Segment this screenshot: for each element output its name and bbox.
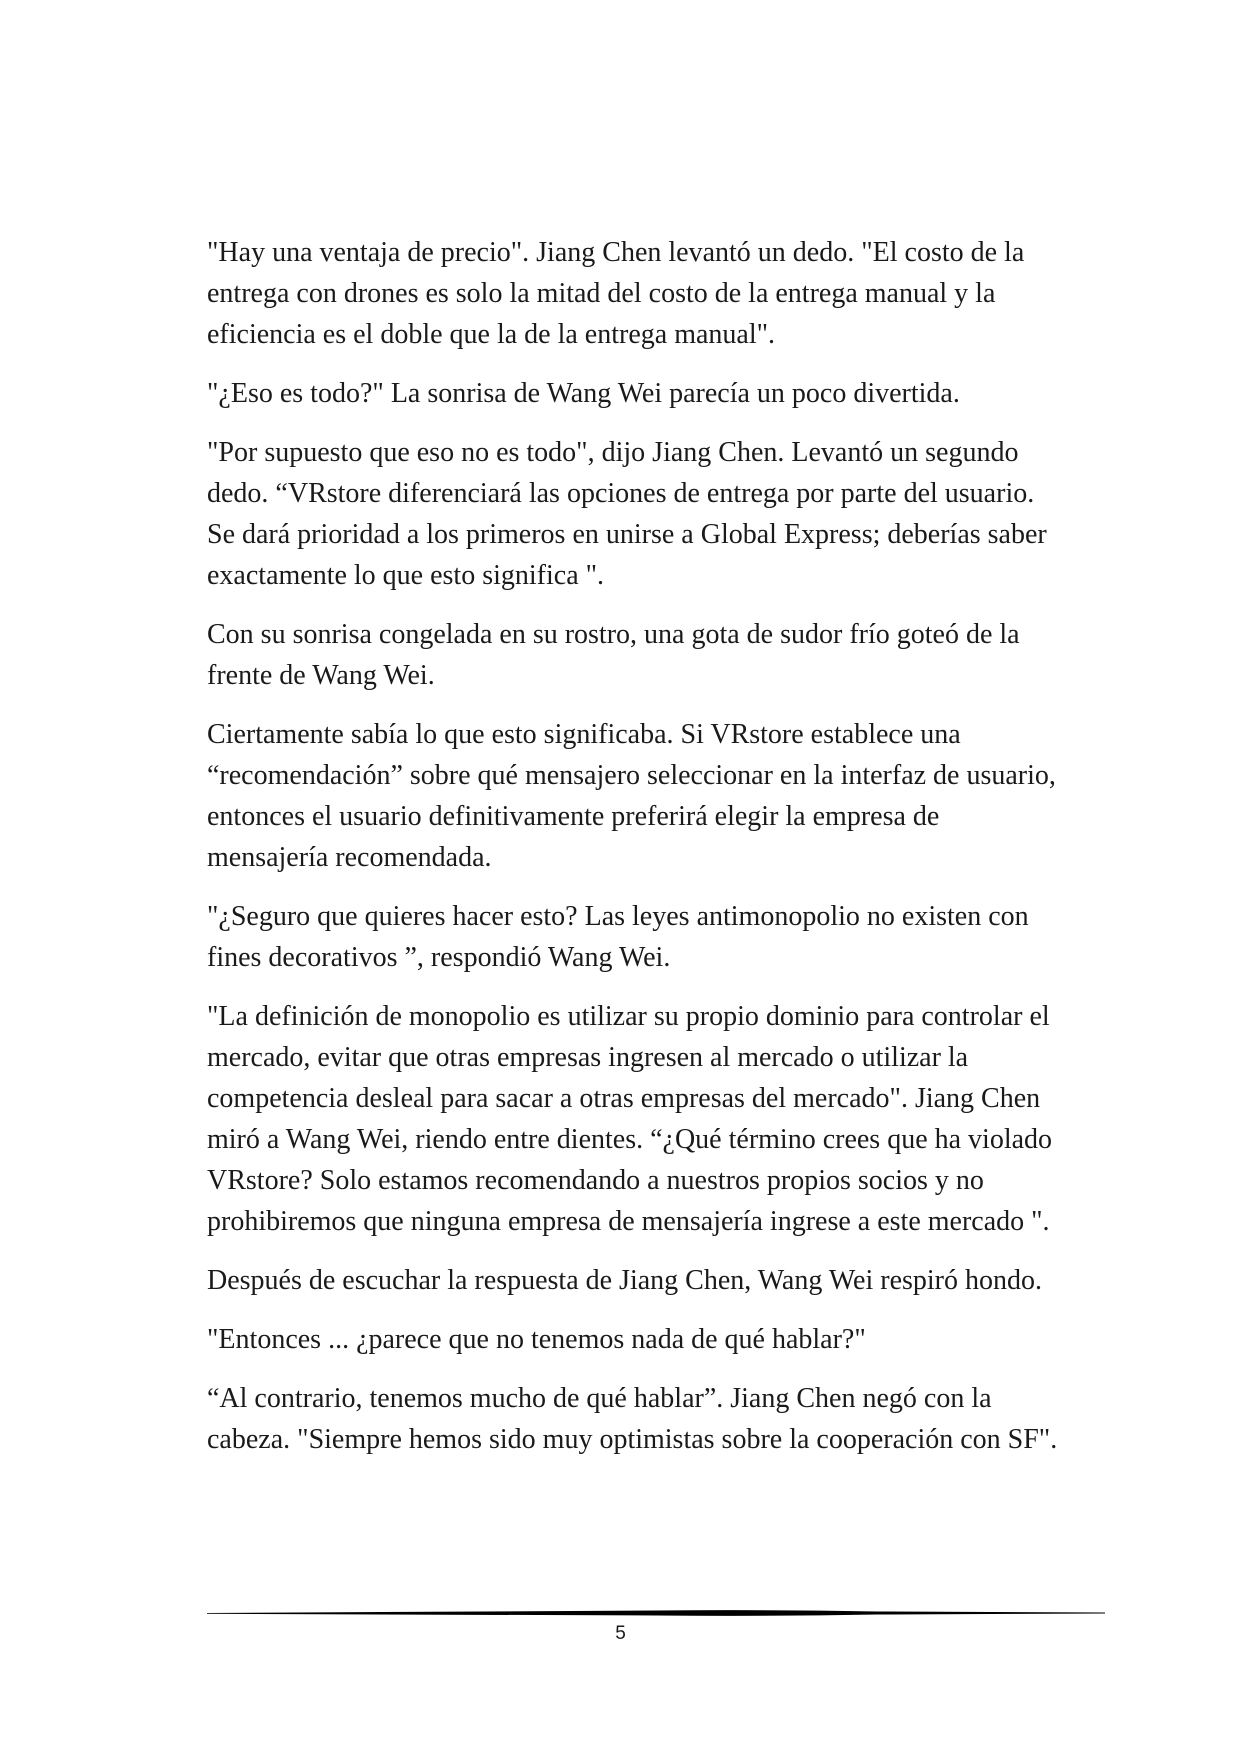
page-number: 5 bbox=[615, 1623, 626, 1644]
paragraph-3: "Por supuesto que eso no es todo", dijo Jiang Chen. Levantó un segundo dedo. “VRstore diferenciará las opciones de entrega por parte del usuario. Se dará prioridad a los primeros en unirse a Global Express; deberías saber exactamente lo que esto significa ". bbox=[207, 437, 1047, 591]
paragraph-4: Con su sonrisa congelada en su rostro, una gota de sudor frío goteó de la frente de Wang Wei. bbox=[207, 619, 1020, 691]
paragraph-10: “Al contrario, tenemos mucho de qué hablar”. Jiang Chen negó con la cabeza. "Siempre hemos sido muy optimistas sobre la cooperación con SF". bbox=[207, 1383, 1058, 1455]
footer-divider-stroke bbox=[207, 1610, 1105, 1616]
paragraph-8: Después de escuchar la respuesta de Jiang Chen, Wang Wei respiró hondo. bbox=[207, 1265, 1042, 1296]
footer-divider bbox=[207, 1607, 1105, 1619]
paragraph-9: "Entonces ... ¿parece que no tenemos nada de qué hablar?" bbox=[207, 1324, 866, 1355]
body-text bbox=[207, 232, 1067, 1478]
paragraph-1: "Hay una ventaja de precio". Jiang Chen levantó un dedo. "El costo de la entrega con drones es solo la mitad del costo de la entrega manual y la eficiencia es el doble que la de la entrega manual". bbox=[207, 237, 1025, 350]
paragraph-5: Ciertamente sabía lo que esto significaba. Si VRstore establece una “recomendación” sobre qué mensajero seleccionar en la interfaz de usuario, entonces el usuario definitivamente preferirá elegir la empresa de mensajería recomendada. bbox=[207, 719, 1056, 873]
paragraph-6: "¿Seguro que quieres hacer esto? Las leyes antimonopolio no existen con fines decorativos ”, respondió Wang Wei. bbox=[207, 901, 1029, 973]
paragraph-7: "La definición de monopolio es utilizar su propio dominio para controlar el mercado, evitar que otras empresas ingresen al mercado o utilizar la competencia desleal para sacar a otras empresas del mercado". Jiang Chen miró a Wang Wei, riendo entre dientes. “¿Qué término crees que ha violado VRstore? Solo estamos recomendando a nuestros propios socios y no prohibiremos que ninguna empresa de mensajería ingrese a este mercado ". bbox=[207, 1001, 1053, 1237]
paragraph-2: "¿Eso es todo?" La sonrisa de Wang Wei parecía un poco divertida. bbox=[207, 378, 960, 409]
